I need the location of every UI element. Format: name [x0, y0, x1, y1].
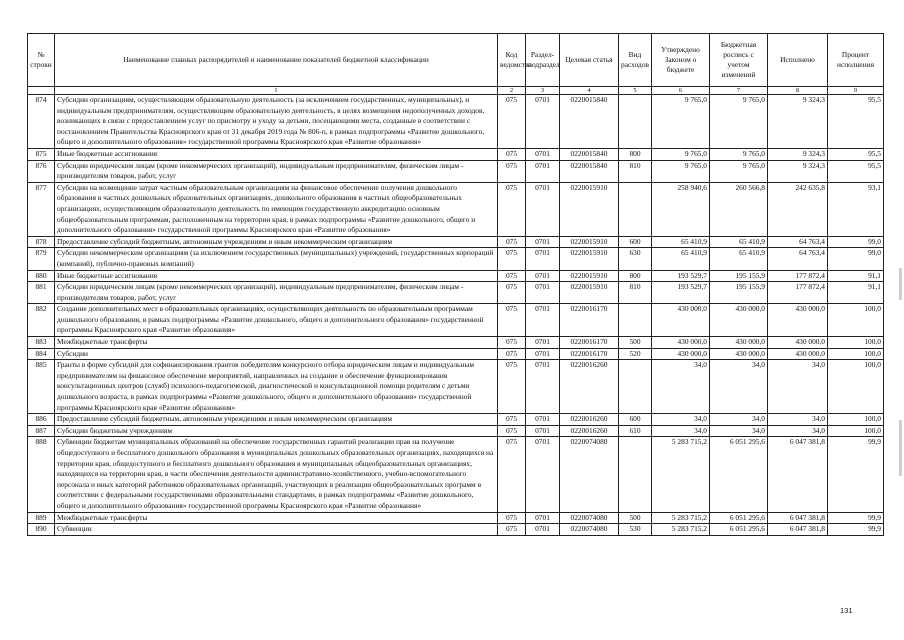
- dept-code: 075: [498, 348, 526, 360]
- row-name: Межбюджетные трансферты: [55, 512, 498, 524]
- table-row: [28, 524, 884, 536]
- dept-code: 075: [498, 425, 526, 437]
- row-number: 889: [28, 512, 55, 524]
- dept-code: 075: [498, 182, 526, 236]
- approved-amount: 430 000,0: [652, 304, 710, 337]
- target-article: 0220015910: [560, 236, 619, 248]
- section-code: 0701: [526, 524, 560, 536]
- row-name: Гранты в форме субсидий для софинансирования грантов победителям конкурсного отбора юридическим лицам и индивидуальным предпринимателям на финансовое обеспечение мероприятий, направленных на создание и обеспечение функционирования консультационных центров (служб) психолого-педагогической, диагностической и консультационной помощи родителям с детьми дошкольного возраста, в рамках подпрограммы «Развитие дошкольного, общего и дополнительного образования» государственной программы Красноярского края «Развитие образования»: [55, 360, 498, 414]
- list-amount: 195 155,9: [710, 270, 768, 282]
- approved-amount: 9 765,0: [652, 95, 710, 149]
- expense-type: 630: [619, 248, 652, 270]
- section-code: 0701: [526, 425, 560, 437]
- section-code: 0701: [526, 236, 560, 248]
- execution-percent: 100,0: [828, 425, 884, 437]
- dept-code: 075: [498, 304, 526, 337]
- expense-type: [619, 437, 652, 512]
- executed-amount: 6 047 381,8: [768, 524, 828, 536]
- approved-amount: 193 529,7: [652, 282, 710, 304]
- target-article: 0220015910: [560, 182, 619, 236]
- approved-amount: 65 410,9: [652, 248, 710, 270]
- approved-amount: 65 410,9: [652, 236, 710, 248]
- dept-code: 075: [498, 414, 526, 426]
- column-number: 3: [526, 87, 560, 95]
- executed-amount: 34,0: [768, 360, 828, 414]
- expense-type: 600: [619, 414, 652, 426]
- table-row: [28, 236, 884, 248]
- list-amount: 34,0: [710, 360, 768, 414]
- list-amount: 6 051 295,6: [710, 437, 768, 512]
- target-article: 0220016170: [560, 337, 619, 349]
- row-name: Предоставление субсидий бюджетным, автономным учреждениям и иным некоммерческим организациям: [55, 236, 498, 248]
- row-name: Субсидии на возмещение затрат частным образовательным организациям на финансовое обеспечение получения дошкольного образования в частных дошкольных образовательных организациях, дошкольного образования в частных общеобразовательных организациях, осуществляющим образовательную деятельность по имеющим государственную аккредитацию основным общеобразовательным программам, расположенным на территории края, в рамках подпрограммы «Развитие дошкольного, общего и дополнительного образования» государственной программы Красноярского края «Развитие образования»: [55, 182, 498, 236]
- column-number: 5: [619, 87, 652, 95]
- target-article: 0220016170: [560, 348, 619, 360]
- list-amount: 6 051 295,6: [710, 512, 768, 524]
- row-number: 883: [28, 337, 55, 349]
- table-row: [28, 348, 884, 360]
- row-name: Межбюджетные трансферты: [55, 337, 498, 349]
- row-name: Иные бюджетные ассигнования: [55, 270, 498, 282]
- row-name: Субвенции: [55, 524, 498, 536]
- executed-amount: 430 000,0: [768, 348, 828, 360]
- row-name: Субсидии бюджетным учреждениям: [55, 425, 498, 437]
- table-row: [28, 437, 884, 512]
- executed-amount: 34,0: [768, 414, 828, 426]
- execution-percent: 95,5: [828, 95, 884, 149]
- section-code: 0701: [526, 182, 560, 236]
- execution-percent: 99,0: [828, 236, 884, 248]
- section-code: 0701: [526, 148, 560, 160]
- approved-amount: 5 283 715,2: [652, 512, 710, 524]
- column-number: 9: [828, 87, 884, 95]
- execution-percent: 95,5: [828, 148, 884, 160]
- table-row: [28, 512, 884, 524]
- column-number: 2: [498, 87, 526, 95]
- target-article: 0220074080: [560, 437, 619, 512]
- target-article: 0220015840: [560, 160, 619, 182]
- dept-code: 075: [498, 270, 526, 282]
- row-number: 886: [28, 414, 55, 426]
- row-number: 878: [28, 236, 55, 248]
- target-article: 0220016260: [560, 425, 619, 437]
- approved-amount: 9 765,0: [652, 160, 710, 182]
- executed-amount: 6 047 381,8: [768, 512, 828, 524]
- list-amount: 430 000,0: [710, 337, 768, 349]
- header-row: [28, 34, 884, 87]
- execution-percent: 99,9: [828, 512, 884, 524]
- execution-percent: 100,0: [828, 348, 884, 360]
- list-amount: 9 765,0: [710, 160, 768, 182]
- header-name: Наименование главных распорядителей и наименование показателей бюджетной классификации: [55, 34, 498, 87]
- expense-type: 500: [619, 512, 652, 524]
- executed-amount: 64 763,4: [768, 236, 828, 248]
- execution-percent: 93,1: [828, 182, 884, 236]
- execution-percent: 95,5: [828, 160, 884, 182]
- page-number: 131: [840, 606, 853, 615]
- execution-percent: 100,0: [828, 414, 884, 426]
- expense-type: [619, 304, 652, 337]
- expense-type: [619, 360, 652, 414]
- expense-type: 810: [619, 160, 652, 182]
- expense-type: 500: [619, 337, 652, 349]
- header-executed: Исполнено: [768, 34, 828, 87]
- table-row: [28, 248, 884, 270]
- executed-amount: 9 324,3: [768, 95, 828, 149]
- section-code: 0701: [526, 337, 560, 349]
- table-row: [28, 182, 884, 236]
- list-amount: 430 000,0: [710, 348, 768, 360]
- execution-percent: 91,1: [828, 270, 884, 282]
- table-row: [28, 414, 884, 426]
- row-number: 874: [28, 95, 55, 149]
- list-amount: 34,0: [710, 425, 768, 437]
- approved-amount: 193 529,7: [652, 270, 710, 282]
- section-code: 0701: [526, 414, 560, 426]
- row-number: 881: [28, 282, 55, 304]
- budget-table: [27, 33, 884, 536]
- table-row: [28, 304, 884, 337]
- header-target: Целевая статья: [560, 34, 619, 87]
- dept-code: 075: [498, 236, 526, 248]
- target-article: 0220015840: [560, 148, 619, 160]
- header-percent: Процент исполнения: [828, 34, 884, 87]
- dept-code: 075: [498, 337, 526, 349]
- row-name: Иные бюджетные ассигнования: [55, 148, 498, 160]
- list-amount: 65 410,9: [710, 248, 768, 270]
- dept-code: 075: [498, 437, 526, 512]
- executed-amount: 430 000,0: [768, 337, 828, 349]
- section-code: 0701: [526, 160, 560, 182]
- expense-type: [619, 95, 652, 149]
- budget-table-sheet: [27, 33, 883, 536]
- list-amount: 6 051 295,6: [710, 524, 768, 536]
- list-amount: 260 566,8: [710, 182, 768, 236]
- row-number: 879: [28, 248, 55, 270]
- row-name: Субсидии юридическим лицам (кроме некоммерческих организаций), индивидуальным предпринимателям, физическим лицам - производителям товаров, работ, услуг: [55, 282, 498, 304]
- approved-amount: 5 283 715,2: [652, 524, 710, 536]
- target-article: 0220015910: [560, 248, 619, 270]
- row-name: Субсидии: [55, 348, 498, 360]
- executed-amount: 177 872,4: [768, 270, 828, 282]
- row-number: 885: [28, 360, 55, 414]
- list-amount: 9 765,0: [710, 95, 768, 149]
- row-number: 884: [28, 348, 55, 360]
- expense-type: 530: [619, 524, 652, 536]
- expense-type: 810: [619, 282, 652, 304]
- column-number: 8: [768, 87, 828, 95]
- approved-amount: 430 000,0: [652, 348, 710, 360]
- target-article: 0220015910: [560, 282, 619, 304]
- dept-code: 075: [498, 282, 526, 304]
- approved-amount: 258 940,6: [652, 182, 710, 236]
- table-row: [28, 160, 884, 182]
- executed-amount: 9 324,3: [768, 148, 828, 160]
- dept-code: 075: [498, 160, 526, 182]
- list-amount: 9 765,0: [710, 148, 768, 160]
- target-article: 0220015910: [560, 270, 619, 282]
- section-code: 0701: [526, 304, 560, 337]
- column-number: 1: [55, 87, 498, 95]
- row-name: Субсидии организациям, осуществляющим образовательную деятельность (за исключением государственных, муниципальных), и индивидуальным предпринимателям, осуществляющим образовательную деятельность, в целях возмещения недополученных доходов, возникающих в связи с предоставлением услуг по присмотру и уходу за детьми, посещающими места, созданные в соответствии с постановлением Правительства Красноярского края от 31 декабря 2019 года № 806-п, в рамках подпрограммы «Развитие дошкольного, общего и дополнительного образования» государственной программы Красноярского края «Развитие образования»: [55, 95, 498, 149]
- row-number: 877: [28, 182, 55, 236]
- executed-amount: 242 635,8: [768, 182, 828, 236]
- executed-amount: 177 872,4: [768, 282, 828, 304]
- row-number: 888: [28, 437, 55, 512]
- section-code: 0701: [526, 270, 560, 282]
- target-article: 0220016260: [560, 360, 619, 414]
- list-amount: 430 000,0: [710, 304, 768, 337]
- executed-amount: 430 000,0: [768, 304, 828, 337]
- row-name: Создание дополнительных мест в образовательных организациях, осуществляющих деятельность по образовательным программам дошкольного образования, в рамках подпрограммы «Развитие дошкольного, общего и дополнительного образования» государственной программы Красноярского края «Развитие образования»: [55, 304, 498, 337]
- table-row: [28, 270, 884, 282]
- execution-percent: 100,0: [828, 360, 884, 414]
- expense-type: [619, 182, 652, 236]
- execution-percent: 99,9: [828, 437, 884, 512]
- target-article: 0220074080: [560, 512, 619, 524]
- approved-amount: 5 283 715,2: [652, 437, 710, 512]
- header-dept-code: Код ведомства: [498, 34, 526, 87]
- approved-amount: 34,0: [652, 360, 710, 414]
- row-name: Субсидии некоммерческим организациям (за исключением государственных (муниципальных) учреждений, государственных корпораций (компаний), публично-правовых компаний): [55, 248, 498, 270]
- table-row: [28, 360, 884, 414]
- row-number: 880: [28, 270, 55, 282]
- row-name: Субсидии юридическим лицам (кроме некоммерческих организаций), индивидуальным предпринимателям, физическим лицам - производителям товаров, работ, услуг: [55, 160, 498, 182]
- executed-amount: 34,0: [768, 425, 828, 437]
- approved-amount: 430 000,0: [652, 337, 710, 349]
- table-row: [28, 337, 884, 349]
- header-approved: Утверждено Законом о бюджете: [652, 34, 710, 87]
- expense-type: 610: [619, 425, 652, 437]
- approved-amount: 34,0: [652, 425, 710, 437]
- row-number: 876: [28, 160, 55, 182]
- header-row-no: № строки: [28, 34, 55, 87]
- dept-code: 075: [498, 148, 526, 160]
- column-number: 6: [652, 87, 710, 95]
- approved-amount: 9 765,0: [652, 148, 710, 160]
- row-number: 882: [28, 304, 55, 337]
- dept-code: 075: [498, 360, 526, 414]
- table-row: [28, 425, 884, 437]
- table-row: [28, 148, 884, 160]
- dept-code: 075: [498, 512, 526, 524]
- target-article: 0220016260: [560, 414, 619, 426]
- section-code: 0701: [526, 360, 560, 414]
- executed-amount: 64 763,4: [768, 248, 828, 270]
- table-row: [28, 282, 884, 304]
- scan-edge-mark: [899, 420, 902, 476]
- list-amount: 195 155,9: [710, 282, 768, 304]
- scan-edge-mark: [899, 268, 902, 300]
- section-code: 0701: [526, 512, 560, 524]
- header-list: Бюджетная роспись с учетом изменений: [710, 34, 768, 87]
- section-code: 0701: [526, 348, 560, 360]
- expense-type: 600: [619, 236, 652, 248]
- execution-percent: 91,1: [828, 282, 884, 304]
- expense-type: 800: [619, 270, 652, 282]
- column-number: 7: [710, 87, 768, 95]
- list-amount: 65 410,9: [710, 236, 768, 248]
- row-number: 875: [28, 148, 55, 160]
- execution-percent: 100,0: [828, 337, 884, 349]
- approved-amount: 34,0: [652, 414, 710, 426]
- row-number: 887: [28, 425, 55, 437]
- column-number: 4: [560, 87, 619, 95]
- row-name: Предоставление субсидий бюджетным, автономным учреждениям и иным некоммерческим организациям: [55, 414, 498, 426]
- dept-code: 075: [498, 95, 526, 149]
- executed-amount: 6 047 381,8: [768, 437, 828, 512]
- header-expense-type: Вид расходов: [619, 34, 652, 87]
- executed-amount: 9 324,3: [768, 160, 828, 182]
- target-article: 0220074080: [560, 524, 619, 536]
- list-amount: 34,0: [710, 414, 768, 426]
- column-number: [28, 87, 55, 95]
- section-code: 0701: [526, 437, 560, 512]
- expense-type: 800: [619, 148, 652, 160]
- section-code: 0701: [526, 248, 560, 270]
- target-article: 0220015840: [560, 95, 619, 149]
- dept-code: 075: [498, 248, 526, 270]
- expense-type: 520: [619, 348, 652, 360]
- table-row: [28, 95, 884, 149]
- section-code: 0701: [526, 282, 560, 304]
- row-name: Субвенции бюджетам муниципальных образований на обеспечение государственных гарантий реализации прав на получение общедоступного и бесплатного дошкольного образования в муниципальных дошкольных образовательных организациях, находящихся на территории края, общедоступного и бесплатного дошкольного образования в муниципальных общеобразовательных организациях, находящихся на территории края, в части обеспечения деятельности административно-хозяйственного, учебно-вспомогательного персонала и иных категорий работников образовательных организаций, участвующих в реализации общеобразовательных программ в соответствии с федеральными государственными образовательными стандартами, в рамках подпрограммы «Развитие дошкольного, общего и дополнительного образования» государственной программы Красноярского края «Развитие образования»: [55, 437, 498, 512]
- row-number: 890: [28, 524, 55, 536]
- execution-percent: 100,0: [828, 304, 884, 337]
- execution-percent: 99,9: [828, 524, 884, 536]
- header-section: Раздел-подраздел: [526, 34, 560, 87]
- column-number-row: [28, 87, 884, 95]
- target-article: 0220016170: [560, 304, 619, 337]
- dept-code: 075: [498, 524, 526, 536]
- table-body: [28, 95, 884, 536]
- execution-percent: 99,0: [828, 248, 884, 270]
- section-code: 0701: [526, 95, 560, 149]
